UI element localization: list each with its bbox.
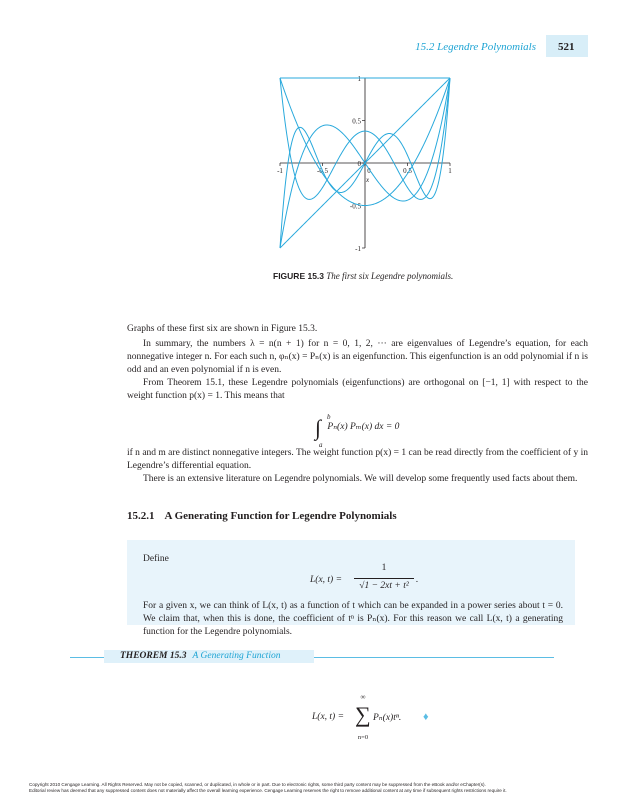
- running-title: 15.2 Legendre Polynomials: [415, 41, 536, 53]
- figure-caption-text: The first six Legendre polynomials.: [326, 271, 454, 281]
- page-number: 521: [558, 41, 575, 53]
- integral-equation: [315, 413, 400, 449]
- figure-caption: [273, 270, 493, 283]
- section-number: 15.2.1: [127, 510, 155, 522]
- theorem-rule-left: [70, 657, 104, 658]
- sum-lower-limit: n=0: [357, 734, 369, 741]
- integral-upper-limit: b: [327, 413, 331, 421]
- x-axis-label: x: [366, 176, 370, 184]
- theorem-name: A Generating Function: [192, 651, 281, 661]
- integral-lower-limit: a: [319, 441, 323, 449]
- definition-define: Define: [143, 554, 169, 564]
- fraction-denominator: √1 − 2xt + t²: [359, 581, 409, 591]
- end-of-theorem-icon: ♦: [423, 711, 429, 723]
- theorem-number: THEOREM 15.3: [120, 651, 187, 661]
- copyright-line-1: Copyright 2010 Cengage Learning. All Rights Reserved. May not be copied, scanned, or duplicated, in whole or in part. Due to electronic rights, some third party content may be suppressed from the eBook and/or eChapter(s).: [29, 782, 486, 787]
- x-tick-label: 1: [448, 167, 452, 175]
- theorem-lhs: L(x, t) =: [312, 712, 345, 722]
- sum-symbol: ∑: [355, 702, 371, 727]
- x-tick-label: 0.5: [403, 167, 412, 175]
- x-tick-label: -1: [277, 167, 283, 175]
- copyright-line-2: Editorial review has deemed that any suppressed content does not materially affect the overall learning experience. Cengage Learning reserves the right to remove additional content at any time if subsequent rights restrictions require it.: [29, 788, 507, 793]
- sum-term: Pₙ(x)tⁿ.: [373, 713, 402, 723]
- sum-upper-limit: ∞: [360, 693, 366, 701]
- paragraph-3: From Theorem 15.1, these Legendre polynomials (eigenfunctions) are orthogonal on [−1, 1] with respect to the weight function p(x) = 1. This means that: [127, 378, 588, 401]
- paragraph-2: In summary, the numbers λ = n(n + 1) for n = 0, 1, 2, ··· are eigenvalues of Legendre’s equation, for each nonnegative integer n. For each such n, φₙ(x) = Pₙ(x) is an eigenfunction. This eigenfunction is an odd polynomial if n is odd and an even polynomial if n is even.: [127, 339, 588, 375]
- x-tick-label: 0: [367, 167, 371, 175]
- definition-period: .: [416, 575, 419, 585]
- paragraph-1: Graphs of these first six are shown in Figure 15.3.: [127, 324, 318, 334]
- integral-sign: ∫: [315, 415, 322, 440]
- generating-function-lhs: L(x, t) =: [310, 575, 343, 585]
- section-heading: [127, 510, 407, 522]
- figure-label: FIGURE 15.3: [273, 271, 325, 281]
- y-tick-label: 1: [357, 75, 361, 83]
- section-title: A Generating Function for Legendre Polynomials: [164, 510, 397, 522]
- x-tick-label: -0.5: [316, 167, 329, 175]
- y-tick-label: 0: [357, 160, 361, 168]
- definition-text: For a given x, we can think of L(x, t) as a function of t which can be expanded in a power series about t = 0. We claim that, when this is done, the coefficient of tⁿ is Pₙ(x). For this reason we call L(x, t) a generating function for the Legendre polynomials.: [143, 601, 563, 637]
- fraction-bar: [354, 578, 414, 579]
- fraction-numerator: 1: [381, 563, 387, 573]
- y-tick-label: -1: [355, 245, 361, 253]
- paragraph-4: if n and m are distinct nonnegative integers. The weight function p(x) = 1 can be read directly from the coefficient of y in Legendre’s differential equation.: [127, 448, 588, 471]
- integral-integrand: Pₙ(x) Pₘ(x) dx = 0: [327, 422, 400, 432]
- theorem-rule-right: [314, 657, 554, 658]
- theorem-label: [104, 650, 314, 663]
- y-tick-label: 0.5: [352, 117, 361, 126]
- paragraph-5: There is an extensive literature on Legendre polynomials. We will develop some frequently used facts about them.: [143, 474, 578, 484]
- legendre-chart: [270, 68, 470, 264]
- y-tick-label: -0.5: [349, 202, 361, 211]
